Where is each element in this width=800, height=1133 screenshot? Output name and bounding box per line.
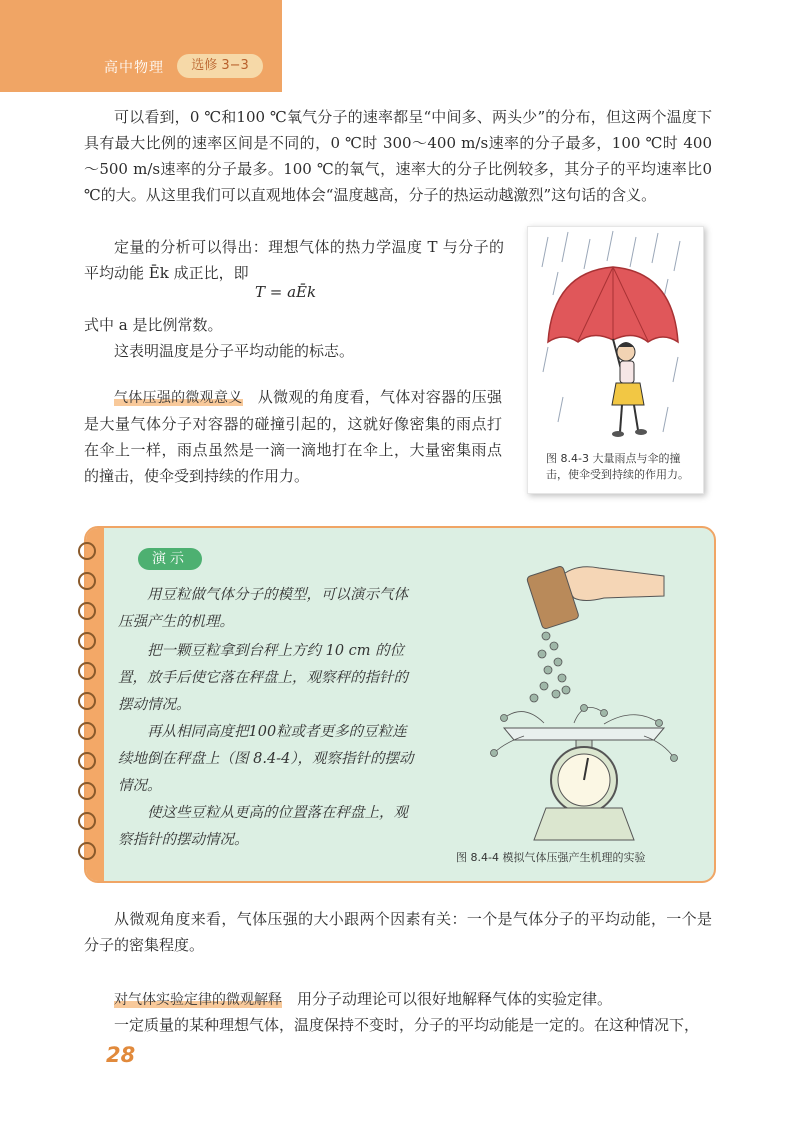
ring-icon (78, 572, 96, 590)
ring-icon (78, 842, 96, 860)
section-gas-pressure (84, 384, 502, 489)
course-badge: 选修 3−3 (177, 54, 263, 78)
demo-paragraph-2: 把一颗豆粒拿到台秤上方约 10 cm 的位置，放手后使它落在秤盘上，观察秤的指针的摆动情况。 (118, 643, 408, 713)
paragraph-quantitative-analysis: 定量的分析可以得出：理想气体的热力学温度 T 与分子的平均动能 Ēk 成正比，即 (84, 238, 504, 282)
ring-icon (78, 602, 96, 620)
ring-icon (78, 782, 96, 800)
paragraph-constant: 式中 a 是比例常数。 (84, 316, 223, 334)
demo-paragraph-3: 再从相同高度把100粒或者更多的豆粒连续地倒在秤盘上（图 8.4-4），观察指针的摆动情况。 (118, 724, 414, 794)
paragraph-temperature-mark: 这表明温度是分子平均动能的标志。 (114, 342, 355, 360)
term-gas-laws: 对气体实验定律的微观解释 (114, 992, 282, 1008)
ring-icon (78, 542, 96, 560)
demo-box (84, 526, 716, 883)
ring-icon (78, 812, 96, 830)
scale-beans-illustration (484, 558, 684, 843)
paragraph-pressure-factors: 从微观角度来看，气体压强的大小跟两个因素有关：一个是气体分子的平均动能，一个是分子的密集程度。 (84, 910, 712, 954)
section-gas-pressure-text: 从微观的角度看，气体对容器的压强是大量气体分子对容器的碰撞引起的，这就好像密集的雨点打在伞上一样，雨点虽然是一滴一滴地打在伞上，大量密集雨点的撞击，使伞受到持续的作用力。 (84, 388, 502, 485)
paragraph-temperature-distribution: 可以看到，0 ℃和100 ℃氧气分子的速率都呈“中间多、两头少”的分布，但这两个温度下具有最大比例的速率区间是不同的，0 ℃时 300～400 m/s速率的分子最多，100 ℃时 400 ～500 m/s速率的分子最多。100 ℃的氧气，速率大的分子比例较多，其分子的平均速率比0 ℃的大。从这里我们可以直观地体会“温度越高，分子的热运动越激烈”这句话的含义。 (84, 108, 712, 204)
term-gas-pressure: 气体压强的微观意义 (114, 390, 243, 406)
ring-icon (78, 632, 96, 650)
section-gas-laws (84, 986, 712, 1013)
demo-paragraph-1: 用豆粒做气体分子的模型，可以演示气体压强产生的机理。 (118, 587, 408, 630)
page-number: 28 (106, 1043, 136, 1067)
header-band (0, 0, 282, 92)
figure-umbrella-caption-line1: 图 8.4-3 大量雨点与伞的撞 (546, 452, 681, 465)
figure-umbrella-caption-line2: 击，使伞受到持续的作用力。 (546, 468, 689, 481)
ring-icon (78, 722, 96, 740)
figure-scale-caption: 图 8.4-4 模拟气体压强产生机理的实验 (456, 851, 646, 864)
demo-badge: 演示 (138, 548, 202, 570)
ring-icon (78, 692, 96, 710)
ring-icon (78, 752, 96, 770)
header-title: 高中物理 (104, 60, 164, 76)
formula-temperature-kinetic-energy: T = aĒk (255, 283, 317, 301)
figure-umbrella (527, 226, 704, 494)
ring-icon (78, 662, 96, 680)
section-gas-laws-text: 用分子动理论可以很好地解释气体的实验定律。 (297, 990, 613, 1008)
umbrella-girl-illustration (528, 227, 703, 447)
paragraph-isothermal: 一定质量的某种理想气体，温度保持不变时，分子的平均动能是一定的。在这种情况下， (114, 1016, 700, 1034)
demo-paragraph-4: 使这些豆粒从更高的位置落在秤盘上，观察指针的摆动情况。 (118, 805, 408, 848)
